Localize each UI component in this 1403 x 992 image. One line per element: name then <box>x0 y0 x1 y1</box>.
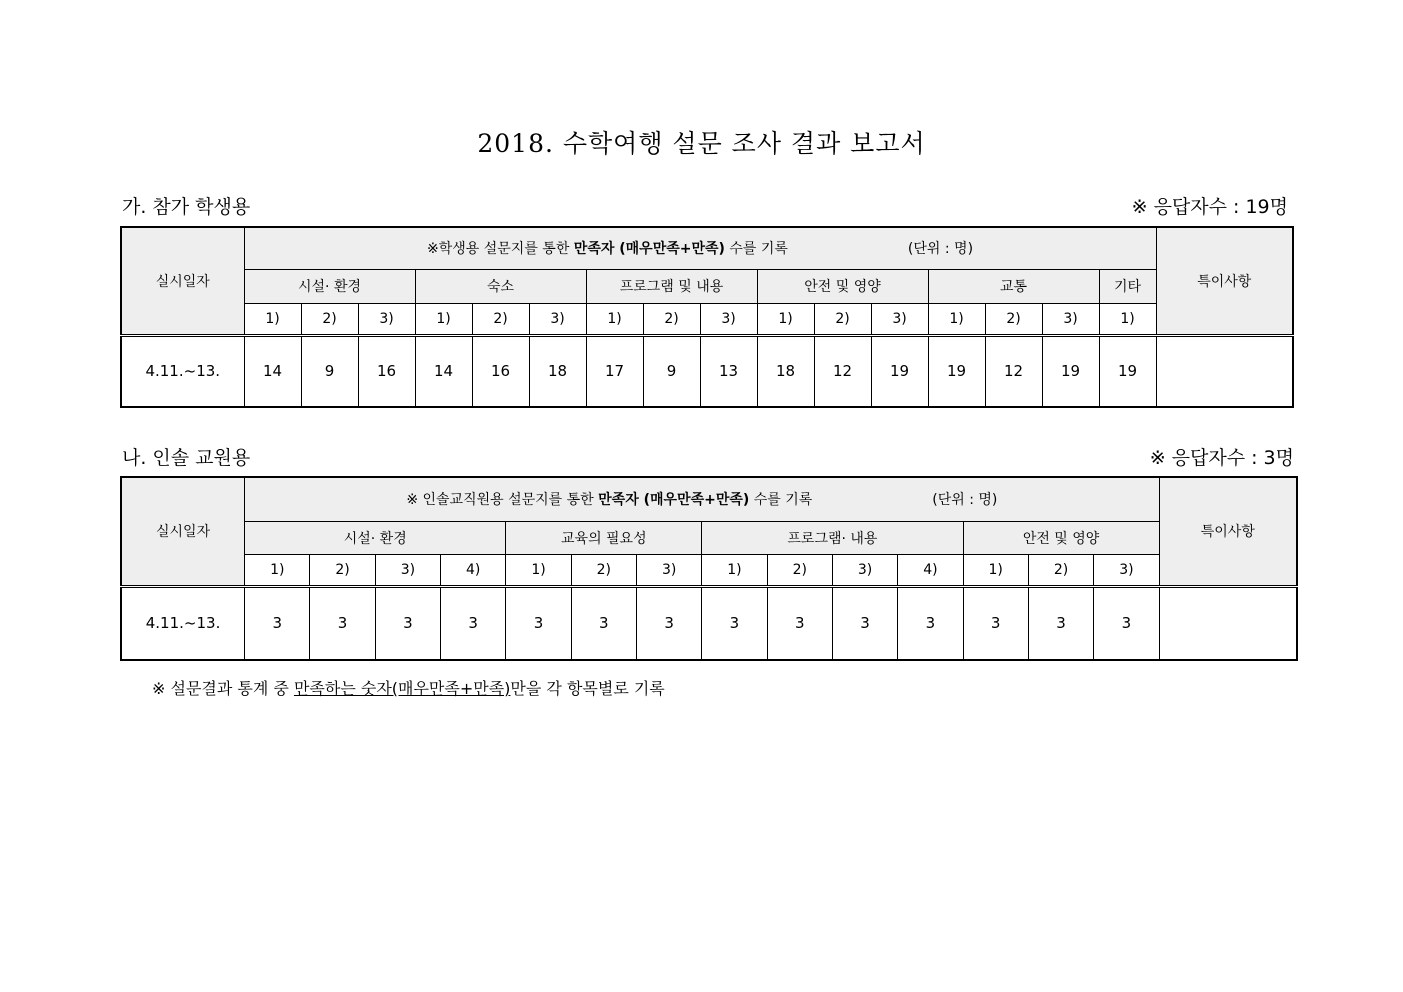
notice-prefix: ※학생용 설문지를 통한 <box>427 241 574 258</box>
value-cell: 19 <box>1042 335 1099 407</box>
notice-suffix: 수를 기록 <box>724 241 788 258</box>
footnote-suffix: 만을 각 항목별로 기록 <box>510 679 665 698</box>
value-cell: 3 <box>1094 586 1159 660</box>
remarks-cell <box>1159 586 1297 660</box>
value-cell: 16 <box>472 335 529 407</box>
item-label: 1) <box>928 303 985 335</box>
category-header: 기타 <box>1099 269 1156 303</box>
item-label: 3) <box>832 554 897 586</box>
category-header: 교육의 필요성 <box>506 521 702 554</box>
footnote <box>152 676 665 699</box>
footnote-underlined: 만족하는 숫자(매우만족+만족) <box>293 679 511 698</box>
page-title: 2018. 수학여행 설문 조사 결과 보고서 <box>477 129 926 158</box>
category-header: 프로그램 및 내용 <box>586 269 757 303</box>
date-cell: 4.11.~13. <box>121 586 245 660</box>
item-label: 2) <box>985 303 1042 335</box>
item-label: 1) <box>757 303 814 335</box>
section-a-respondents: ※ 응답자수 : 19명 <box>1131 196 1288 218</box>
item-label: 3) <box>1042 303 1099 335</box>
survey-notice <box>245 477 1160 521</box>
item-label: 1) <box>1099 303 1156 335</box>
category-header: 안전 및 영양 <box>963 521 1159 554</box>
value-cell: 3 <box>310 586 375 660</box>
category-header: 프로그램· 내용 <box>702 521 963 554</box>
value-cell: 3 <box>571 586 636 660</box>
value-cell: 19 <box>1099 335 1156 407</box>
remarks-header: 특이사항 <box>1156 227 1293 335</box>
item-label: 3) <box>358 303 415 335</box>
value-cell: 19 <box>928 335 985 407</box>
value-cell: 3 <box>898 586 963 660</box>
value-cell: 14 <box>244 335 301 407</box>
value-cell: 13 <box>700 335 757 407</box>
value-cell: 3 <box>1028 586 1093 660</box>
unit-label: (단위 : 명) <box>932 492 998 509</box>
value-cell: 3 <box>375 586 440 660</box>
section-a-heading: 가. 참가 학생용 <box>122 196 251 218</box>
item-label: 3) <box>529 303 586 335</box>
item-label: 2) <box>472 303 529 335</box>
item-label: 3) <box>871 303 928 335</box>
category-header: 시설· 환경 <box>244 269 415 303</box>
item-label: 1) <box>415 303 472 335</box>
category-header: 시설· 환경 <box>245 521 506 554</box>
item-label: 2) <box>767 554 832 586</box>
value-cell: 3 <box>963 586 1028 660</box>
value-cell: 14 <box>415 335 472 407</box>
item-label: 1) <box>702 554 767 586</box>
value-cell: 9 <box>643 335 700 407</box>
notice-suffix: 수를 기록 <box>749 492 813 509</box>
value-cell: 3 <box>506 586 571 660</box>
value-cell: 3 <box>702 586 767 660</box>
item-label: 3) <box>700 303 757 335</box>
item-label: 2) <box>643 303 700 335</box>
category-header: 숙소 <box>415 269 586 303</box>
item-label: 1) <box>586 303 643 335</box>
item-label: 4) <box>898 554 963 586</box>
item-label: 2) <box>571 554 636 586</box>
item-label: 2) <box>310 554 375 586</box>
remarks-header: 특이사항 <box>1159 477 1297 586</box>
unit-label: (단위 : 명) <box>907 241 974 258</box>
notice-bold: 만족자 (매우만족+만족) <box>573 241 725 258</box>
item-label: 2) <box>1028 554 1093 586</box>
item-label: 1) <box>245 554 310 586</box>
item-label: 3) <box>636 554 701 586</box>
value-cell: 12 <box>985 335 1042 407</box>
category-header: 교통 <box>928 269 1099 303</box>
value-cell: 18 <box>529 335 586 407</box>
item-label: 4) <box>441 554 506 586</box>
date-header: 실시일자 <box>121 477 245 586</box>
value-cell: 16 <box>358 335 415 407</box>
item-label: 1) <box>963 554 1028 586</box>
item-label: 1) <box>244 303 301 335</box>
notice-bold: 만족자 (매우만족+만족) <box>598 492 750 509</box>
value-cell: 3 <box>636 586 701 660</box>
item-label: 1) <box>506 554 571 586</box>
value-cell: 18 <box>757 335 814 407</box>
value-cell: 3 <box>245 586 310 660</box>
item-label: 2) <box>301 303 358 335</box>
value-cell: 17 <box>586 335 643 407</box>
value-cell: 3 <box>832 586 897 660</box>
section-b-respondents: ※ 응답자수 : 3명 <box>1149 447 1294 469</box>
category-header: 안전 및 영양 <box>757 269 928 303</box>
footnote-prefix: ※ 설문결과 통계 중 <box>152 679 294 698</box>
value-cell: 3 <box>441 586 506 660</box>
student-survey-table <box>120 226 1294 408</box>
value-cell: 9 <box>301 335 358 407</box>
item-label: 2) <box>814 303 871 335</box>
item-label: 3) <box>1094 554 1159 586</box>
notice-prefix: ※ 인솔교직원용 설문지를 통한 <box>406 492 599 509</box>
survey-notice <box>244 227 1156 269</box>
date-header: 실시일자 <box>121 227 244 335</box>
value-cell: 19 <box>871 335 928 407</box>
value-cell: 12 <box>814 335 871 407</box>
section-b-heading: 나. 인솔 교원용 <box>122 447 251 469</box>
item-label: 3) <box>375 554 440 586</box>
date-cell: 4.11.~13. <box>121 335 244 407</box>
remarks-cell <box>1156 335 1293 407</box>
value-cell: 3 <box>767 586 832 660</box>
teacher-survey-table <box>120 476 1298 661</box>
